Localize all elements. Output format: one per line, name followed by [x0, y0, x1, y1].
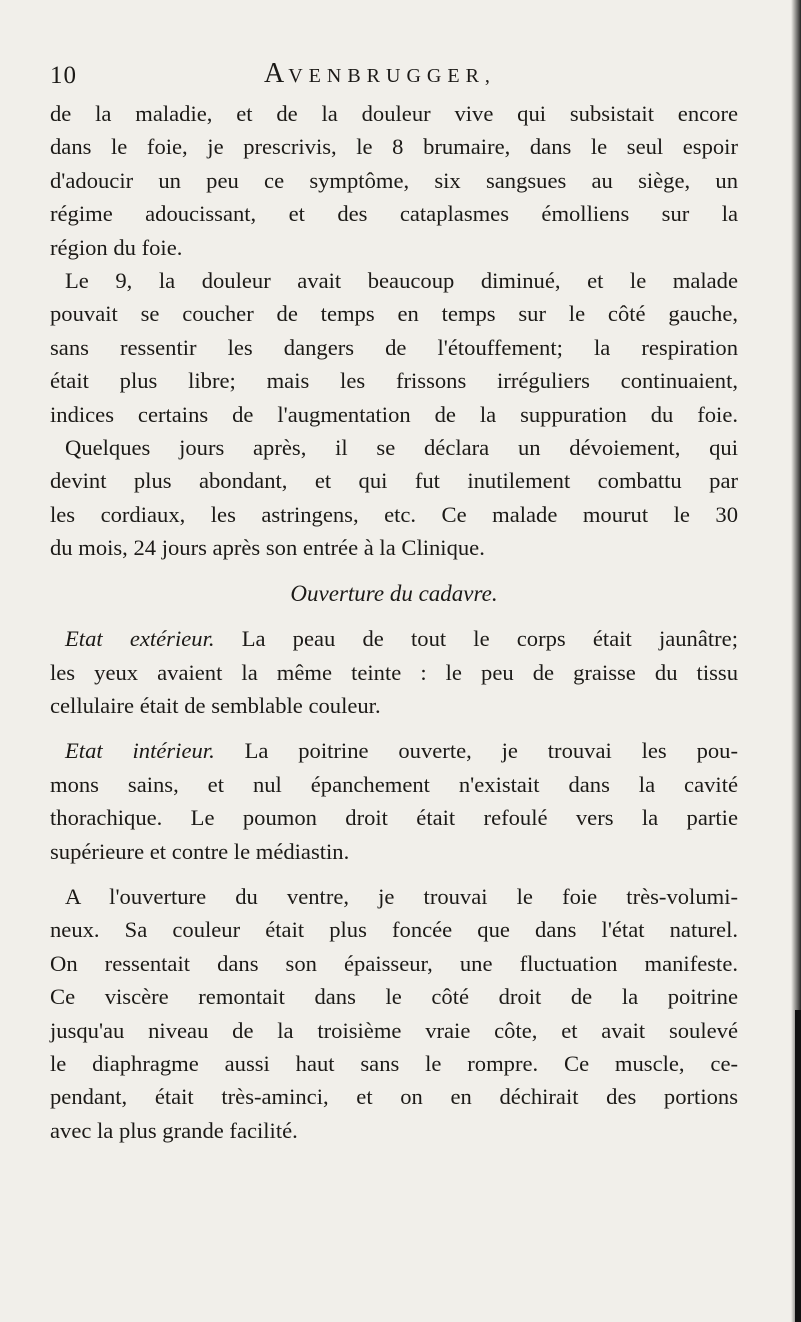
exterior-label: Etat extérieur. [65, 626, 215, 652]
paragraph-etat-exterieur [50, 622, 738, 722]
running-title-rest: VENBRUGGER, [288, 65, 496, 87]
text-line: jusqu'au niveau de la troisième vraie côte, et avait soulevé [50, 1017, 738, 1043]
text-line: le diaphragme aussi haut sans le rompre. Ce muscle, ce- [50, 1050, 738, 1076]
text-line: neux. Sa couleur était plus foncée que dans l'état naturel. [50, 917, 738, 943]
text-line: On ressentait dans son épaisseur, une fluctuation manifeste. [50, 950, 738, 976]
text-line: du mois, 24 jours après son entrée à la Clinique. [50, 535, 485, 561]
text-line: thorachique. Le poumon droit était refoulé vers la partie [50, 805, 738, 831]
text-line [50, 734, 738, 767]
text-line: Quelques jours après, il se déclara un dévoiement, qui [65, 435, 738, 461]
text-line: sans ressentir les dangers de l'étouffement; la respiration [50, 334, 738, 360]
paragraph-ouverture-ventre [50, 880, 738, 1147]
paragraph-quelques-jours [50, 431, 738, 565]
text-line: Ce viscère remontait dans le côté droit de la poitrine [50, 984, 738, 1010]
paragraph-le-9 [50, 264, 738, 431]
text-line: devint plus abondant, et qui fut inutilement combattu par [50, 468, 738, 494]
running-title [264, 58, 496, 90]
interior-label: Etat intérieur. [65, 738, 215, 764]
text-line: région du foie. [50, 234, 183, 260]
exterior-first-line: La peau de tout le corps était jaunâtre; [241, 626, 738, 652]
page-edge-dark-strip [795, 1010, 801, 1322]
text-line: avec la plus grande facilité. [50, 1117, 298, 1143]
text-line: les cordiaux, les astringens, etc. Ce malade mourut le 30 [50, 501, 738, 527]
page-number: 10 [50, 62, 77, 89]
paragraph-etat-interieur [50, 734, 738, 868]
text-line: mons sains, et nul épanchement n'existait dans la cavité [50, 771, 738, 797]
text-line: cellulaire était de semblable couleur. [50, 692, 381, 718]
text-line: supérieure et contre le médiastin. [50, 838, 350, 864]
paragraph-continuation [50, 97, 738, 264]
text-line: régime adoucissant, et des cataplasmes émolliens sur la [50, 201, 738, 227]
text-line: de la maladie, et de la douleur vive qui subsistait encore [50, 101, 738, 126]
body-text [50, 97, 738, 1147]
interior-first-line: La poitrine ouverte, je trouvai les pou- [244, 738, 738, 764]
text-line: d'adoucir un peu ce symptôme, six sangsues au siège, un [50, 167, 738, 193]
page-header [50, 58, 750, 102]
text-line: A l'ouverture du ventre, je trouvai le foie très-volumi- [65, 883, 738, 909]
text-line: pouvait se coucher de temps en temps sur le côté gauche, [50, 301, 738, 327]
section-heading: Ouverture du cadavre. [290, 580, 498, 606]
text-line: était plus libre; mais les frissons irréguliers continuaient, [50, 368, 738, 394]
text-line: les yeux avaient la même teinte : le peu de graisse du tissu [50, 659, 738, 685]
text-line [50, 622, 738, 655]
text-line: pendant, était très-aminci, et on en déchirait des portions [50, 1084, 738, 1110]
text-line: dans le foie, je prescrivis, le 8 brumaire, dans le seul espoir [50, 134, 738, 160]
running-title-initial: A [264, 58, 289, 89]
text-line: Le 9, la douleur avait beaucoup diminué, et le malade [65, 268, 738, 294]
text-line: indices certains de l'augmentation de la suppuration du foie. [50, 401, 738, 427]
